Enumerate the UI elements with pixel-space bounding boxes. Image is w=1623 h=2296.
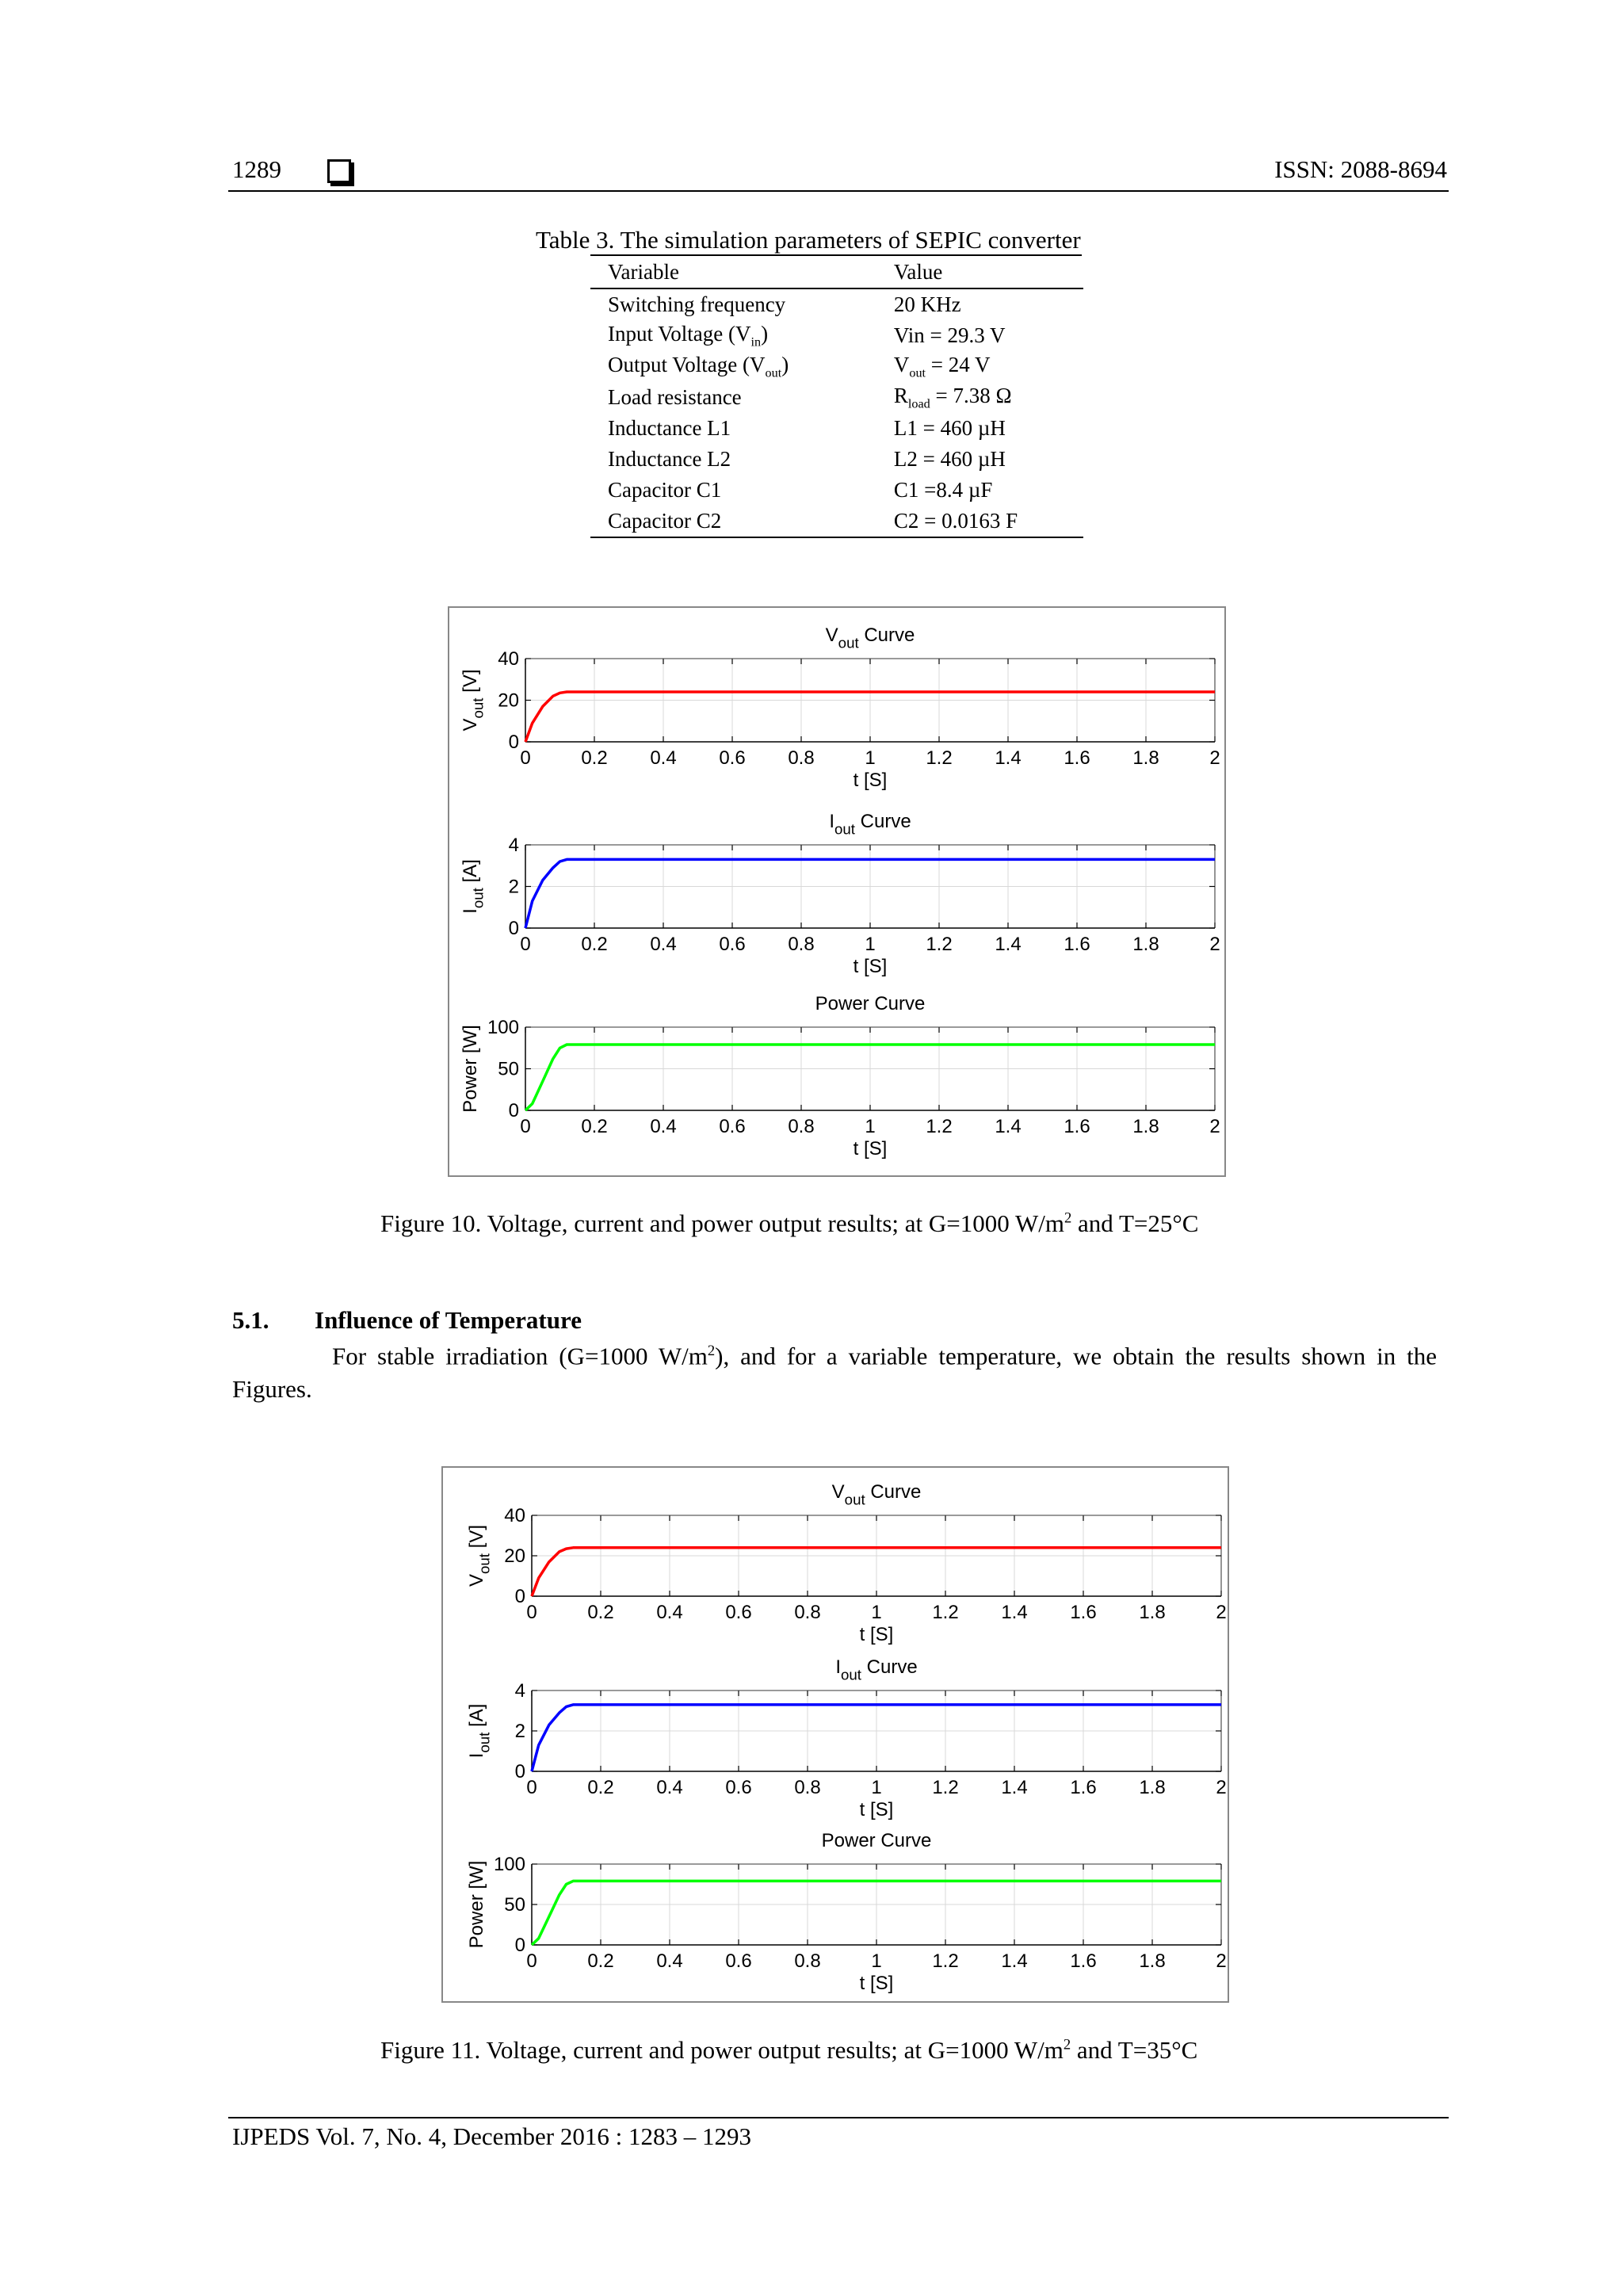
footer-rule	[228, 2117, 1449, 2118]
x-tick-label: 1.4	[995, 747, 1022, 769]
x-tick-label: 1.6	[1064, 934, 1090, 955]
x-tick-label: 1.8	[1139, 1950, 1166, 1972]
x-tick-label: 1.6	[1064, 1116, 1090, 1137]
y-tick-label: 100	[487, 1017, 519, 1038]
x-tick-label: 1	[865, 747, 876, 769]
x-tick-label: 1.2	[926, 1116, 953, 1137]
x-axis-label: t [S]	[853, 1138, 888, 1159]
y-tick-label: 0	[508, 732, 519, 753]
table-cell: Output Voltage $(V_{out})$	[608, 352, 789, 380]
table-cell: L1 = 460 µH	[893, 416, 1006, 440]
square-bullet-icon	[327, 159, 351, 183]
x-tick-label: 1.6	[1070, 1777, 1097, 1798]
x-axis-label: t [S]	[859, 1973, 894, 1994]
x-axis-label: t [S]	[859, 1799, 894, 1820]
x-tick-label: 0	[520, 934, 531, 955]
x-tick-label: 2	[1209, 747, 1220, 769]
x-tick-label: 1.8	[1139, 1777, 1166, 1798]
x-tick-label: 2	[1209, 1116, 1220, 1137]
x-tick-label: 0.2	[581, 1116, 608, 1137]
chart-title: Power Curve	[815, 993, 926, 1014]
y-axis-label: $V_{out}$ [V]	[466, 1524, 493, 1587]
y-axis-label: Power [W]	[460, 1025, 481, 1113]
parameters-table	[590, 256, 1083, 538]
x-tick-label: 1.8	[1132, 747, 1159, 769]
x-tick-label: 1.4	[995, 1116, 1022, 1137]
page-number: 1289	[232, 155, 281, 183]
x-tick-label: 0.2	[587, 1950, 614, 1972]
x-tick-label: 1.4	[995, 934, 1022, 955]
x-axis-label: t [S]	[859, 1624, 894, 1645]
x-tick-label: 1.4	[1001, 1950, 1028, 1972]
chart-panel-5	[466, 1830, 1227, 1994]
figure-11-frame	[441, 1466, 1229, 2003]
x-tick-label: 0	[520, 747, 531, 769]
y-tick-label: 0	[514, 1935, 525, 1956]
chart-title: $V_{out}$ Curve	[831, 1481, 922, 1508]
footer-citation: IJPEDS Vol. 7, No. 4, December 2016 : 1283 – 1293	[232, 2122, 751, 2150]
y-tick-label: 20	[504, 1545, 525, 1567]
x-tick-label: 0.4	[656, 1602, 683, 1623]
table-cell: L2 = 460 µH	[893, 447, 1006, 471]
table-cell: Capacitor C1	[608, 478, 722, 502]
x-tick-label: 1.6	[1070, 1602, 1097, 1623]
table-cell: Switching frequency	[608, 292, 786, 316]
y-tick-label: 4	[508, 835, 519, 856]
chart-title: $I_{out}$ Curve	[835, 1656, 918, 1683]
x-tick-label: 0.8	[794, 1777, 821, 1798]
figure-11-caption: Figure 11. Voltage, current and power output results; at G=1000 $W/m^2$ and T=35°C	[380, 2036, 1198, 2064]
x-tick-label: 1	[865, 934, 876, 955]
x-tick-label: 2	[1209, 934, 1220, 955]
table-caption: Table 3. The simulation parameters of SEPIC converter	[536, 226, 1081, 254]
x-tick-label: 1	[871, 1950, 882, 1972]
y-axis-label: $I_{out}$ [A]	[466, 1703, 493, 1759]
table-row	[590, 288, 1083, 320]
x-tick-label: 0.4	[650, 747, 677, 769]
y-axis-label: $I_{out}$ [A]	[460, 859, 487, 914]
table-cell: Vin = 29.3 V	[893, 323, 1006, 347]
x-tick-label: 0.2	[587, 1777, 614, 1798]
y-tick-label: 4	[514, 1680, 525, 1702]
table-row	[590, 475, 1083, 506]
chart-title: $V_{out}$ Curve	[825, 625, 915, 651]
y-tick-label: 0	[514, 1586, 525, 1607]
y-tick-label: 50	[498, 1058, 519, 1080]
figure-10-caption: Figure 10. Voltage, current and power output results; at G=1000 $W/m^2$ and T=25°C	[380, 1209, 1199, 1237]
y-tick-label: 2	[508, 876, 519, 898]
table-header-row	[590, 256, 1083, 288]
x-tick-label: 1	[871, 1777, 882, 1798]
y-tick-label: 0	[508, 918, 519, 939]
x-tick-label: 0.8	[788, 1116, 815, 1137]
table-row	[590, 320, 1083, 351]
x-tick-label: 0.8	[788, 934, 815, 955]
x-tick-label: 0.4	[656, 1950, 683, 1972]
x-tick-label: 0.8	[794, 1602, 821, 1623]
header-rule	[228, 190, 1449, 192]
table-cell: C1 =8.4 µF	[893, 478, 993, 502]
y-tick-label: 20	[498, 690, 519, 712]
y-tick-label: 0	[514, 1761, 525, 1782]
x-tick-label: 1.4	[1001, 1602, 1028, 1623]
x-tick-label: 1.6	[1070, 1950, 1097, 1972]
section-paragraph: For stable irradiation (G=1000 $W/m^2$), and for a variable temperature, we obtain the results shown in the Figures.	[232, 1342, 1437, 1404]
x-tick-label: 1.8	[1139, 1602, 1166, 1623]
x-tick-label: 0.4	[656, 1777, 683, 1798]
x-tick-label: 0	[520, 1116, 531, 1137]
x-tick-label: 0.2	[581, 747, 608, 769]
x-tick-label: 1.2	[932, 1602, 959, 1623]
y-tick-label: 50	[504, 1894, 525, 1916]
y-tick-label: 0	[508, 1100, 519, 1121]
x-tick-label: 0.2	[581, 934, 608, 955]
x-tick-label: 0.6	[725, 1950, 752, 1972]
table-cell: Input Voltage $(V_{in})$	[608, 321, 769, 350]
y-axis-label: $V_{out}$ [V]	[460, 669, 487, 732]
x-tick-label: 2	[1216, 1602, 1227, 1623]
table-cell: C2 = 0.0163 F	[894, 506, 1083, 537]
x-tick-label: 2	[1216, 1950, 1227, 1972]
x-tick-label: 0.6	[725, 1602, 752, 1623]
x-tick-label: 1	[865, 1116, 876, 1137]
table-cell: Inductance L1	[608, 416, 731, 440]
table-cell: Inductance L2	[608, 447, 731, 471]
table-row	[590, 413, 1083, 444]
x-tick-label: 1.8	[1132, 934, 1159, 955]
x-tick-label: 0	[526, 1602, 537, 1623]
table-cell: $V_{out} = 24$ V	[893, 352, 991, 380]
x-tick-label: 1.2	[932, 1777, 959, 1798]
x-tick-label: 1.2	[932, 1950, 959, 1972]
x-tick-label: 1.2	[926, 934, 953, 955]
x-tick-label: 2	[1216, 1777, 1227, 1798]
x-tick-label: 0.6	[719, 1116, 746, 1137]
table-row	[590, 444, 1083, 475]
section-number: 5.1.	[232, 1306, 269, 1334]
column-header: Value	[894, 256, 1083, 288]
chart-panel-4	[466, 1656, 1227, 1820]
x-tick-label: 0.6	[719, 934, 746, 955]
chart-title: Power Curve	[821, 1830, 932, 1851]
table-row	[590, 351, 1083, 382]
x-tick-label: 0.6	[719, 747, 746, 769]
table-row	[590, 382, 1083, 413]
x-tick-label: 0.4	[650, 934, 677, 955]
chart-panel-2	[460, 993, 1220, 1159]
table-cell: $R_{load} = 7.38$ Ω	[893, 383, 1012, 411]
section-title: Influence of Temperature	[315, 1306, 582, 1334]
chart-panel-0	[460, 625, 1220, 791]
chart-panel-3	[466, 1481, 1227, 1645]
figure-10-plots	[449, 608, 1224, 1175]
x-tick-label: 1.4	[1001, 1777, 1028, 1798]
y-tick-label: 40	[504, 1505, 525, 1526]
column-header: Variable	[590, 256, 894, 288]
table-row	[590, 506, 1083, 537]
chart-title: $I_{out}$ Curve	[829, 811, 911, 838]
x-tick-label: 0.8	[788, 747, 815, 769]
x-tick-label: 0.2	[587, 1602, 614, 1623]
x-tick-label: 1.6	[1064, 747, 1090, 769]
table-cell: Load resistance	[608, 385, 742, 409]
table-cell: 20 KHz	[893, 292, 961, 316]
figure-11-plots	[443, 1468, 1228, 2001]
y-tick-label: 100	[493, 1854, 525, 1875]
y-tick-label: 2	[514, 1721, 525, 1742]
x-tick-label: 0	[526, 1950, 537, 1972]
x-axis-label: t [S]	[853, 770, 888, 791]
x-tick-label: 0	[526, 1777, 537, 1798]
x-tick-label: 1.2	[926, 747, 953, 769]
journal-issn: ISSN: 2088-8694	[1274, 155, 1447, 183]
table-cell: Capacitor C2	[590, 506, 894, 537]
x-tick-label: 1	[871, 1602, 882, 1623]
figure-10-frame	[448, 606, 1226, 1177]
chart-panel-1	[460, 811, 1220, 977]
x-tick-label: 0.6	[725, 1777, 752, 1798]
x-tick-label: 0.4	[650, 1116, 677, 1137]
y-axis-label: Power [W]	[466, 1860, 487, 1949]
x-tick-label: 0.8	[794, 1950, 821, 1972]
x-tick-label: 1.8	[1132, 1116, 1159, 1137]
x-axis-label: t [S]	[853, 956, 888, 977]
y-tick-label: 40	[498, 648, 519, 670]
